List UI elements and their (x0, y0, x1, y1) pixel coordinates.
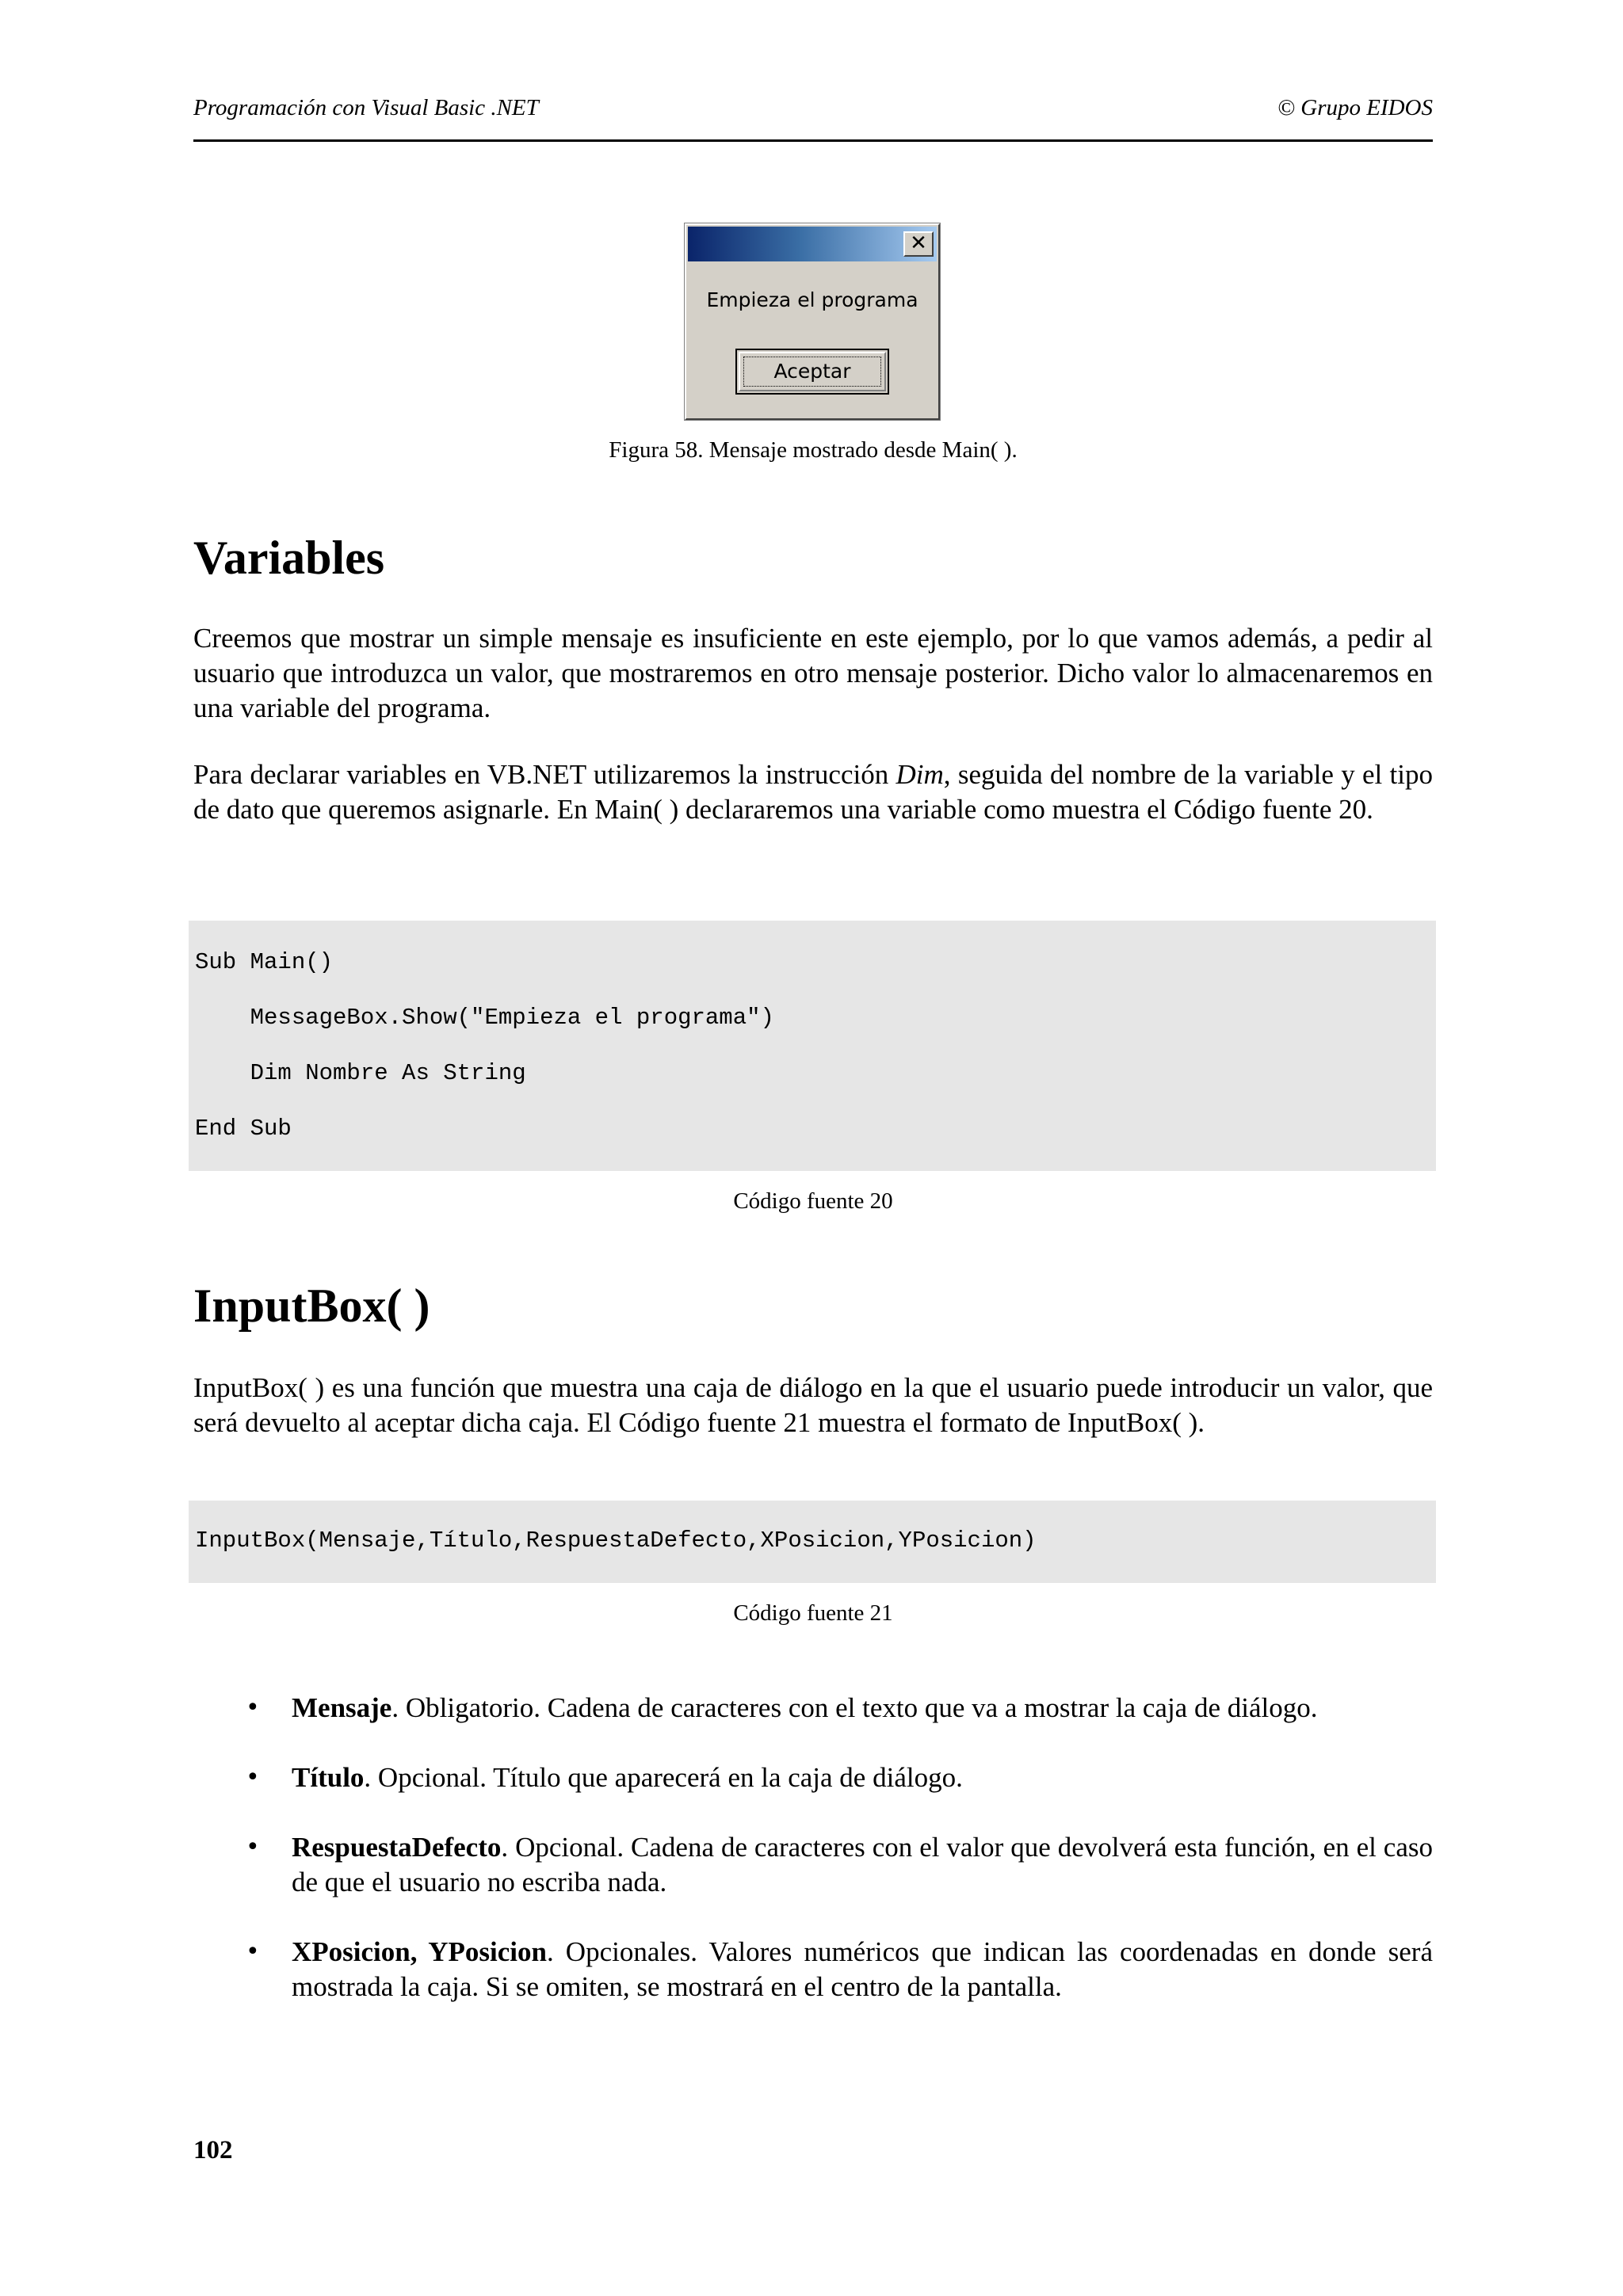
figure-caption: Figura 58. Mensaje mostrado desde Main( ). (609, 437, 1018, 463)
param-description: . Opcionales. Valores numéricos que indican las coordenadas en donde será mostrada la caja. Si se omiten, se mostrará en el centro de la pantalla. (292, 1936, 1433, 2002)
page-number: 102 (193, 2136, 233, 2164)
list-item-text (292, 1935, 1433, 2004)
param-description: . Obligatorio. Cadena de caracteres con el texto que va a mostrar la caja de diálogo. (391, 1692, 1318, 1723)
dialog-titlebar (688, 227, 937, 261)
bullet-icon: • (246, 1938, 260, 1966)
heading-variables: Variables (193, 532, 385, 584)
paragraph-variables-dim (193, 757, 1433, 827)
bullet-icon: • (246, 1694, 260, 1722)
code-block-20 (189, 921, 1436, 1171)
list-item-text (292, 1691, 1433, 1726)
param-name: Mensaje (292, 1692, 392, 1723)
list-item-text (292, 1760, 1433, 1795)
heading-inputbox: InputBox( ) (193, 1280, 430, 1332)
message-box-figure (685, 223, 940, 420)
code-caption-21: Código fuente 21 (733, 1600, 893, 1626)
param-name: Título (292, 1762, 365, 1793)
code-line: Dim Nombre As String (195, 1060, 526, 1086)
param-name: XPosicion, YPosicion (292, 1936, 547, 1967)
dialog-message: Empieza el programa (706, 288, 918, 311)
code-line: End Sub (195, 1116, 292, 1142)
dim-keyword: Dim (896, 759, 944, 790)
param-description: . Opcional. Título que aparecerá en la caja de diálogo. (364, 1762, 963, 1793)
code-line: InputBox(Mensaje,Título,RespuestaDefecto,XPosicion,YPosicion) (195, 1527, 1037, 1554)
header-publisher: © Grupo EIDOS (1277, 95, 1433, 120)
dialog-ok-button-label: Aceptar (743, 357, 881, 387)
paragraph-text: Para declarar variables en VB.NET utilizaremos la instrucción (193, 759, 896, 790)
param-description: . Opcional. Cadena de caracteres con el valor que devolverá esta función, en el caso de que el usuario no escriba nada. (292, 1832, 1433, 1897)
list-item-text (292, 1830, 1433, 1900)
paragraph-inputbox: InputBox( ) es una función que muestra una caja de diálogo en la que el usuario puede introducir un valor, que será devuelto al aceptar dicha caja. El Código fuente 21 muestra el formato de InputBox( ). (193, 1372, 1433, 1438)
code-block-21 (189, 1501, 1436, 1583)
header-book-title: Programación con Visual Basic .NET (193, 95, 539, 120)
paragraph-variables-intro: Creemos que mostrar un simple mensaje es insuficiente en este ejemplo, por lo que vamos además, a pedir al usuario que introduzca un valor, que mostraremos en otro mensaje posterior. Dicho valor lo almacenaremos en una variable del programa. (193, 623, 1433, 723)
close-icon: ✕ (903, 231, 934, 257)
code-line: MessageBox.Show("Empieza el programa") (195, 1005, 774, 1031)
code-line: Sub Main() (195, 949, 334, 975)
dialog-ok-button (735, 349, 889, 395)
code-caption-20: Código fuente 20 (733, 1188, 893, 1214)
param-name: RespuestaDefecto (292, 1832, 502, 1863)
running-header (193, 95, 1433, 142)
paragraph-text: , seguida del nombre de la variable y el tipo de dato que queremos asignarle. En Main( ) declararemos una variable como muestra el Código fuente 20. (193, 759, 1433, 825)
bullet-icon: • (246, 1764, 260, 1791)
bullet-icon: • (246, 1833, 260, 1861)
